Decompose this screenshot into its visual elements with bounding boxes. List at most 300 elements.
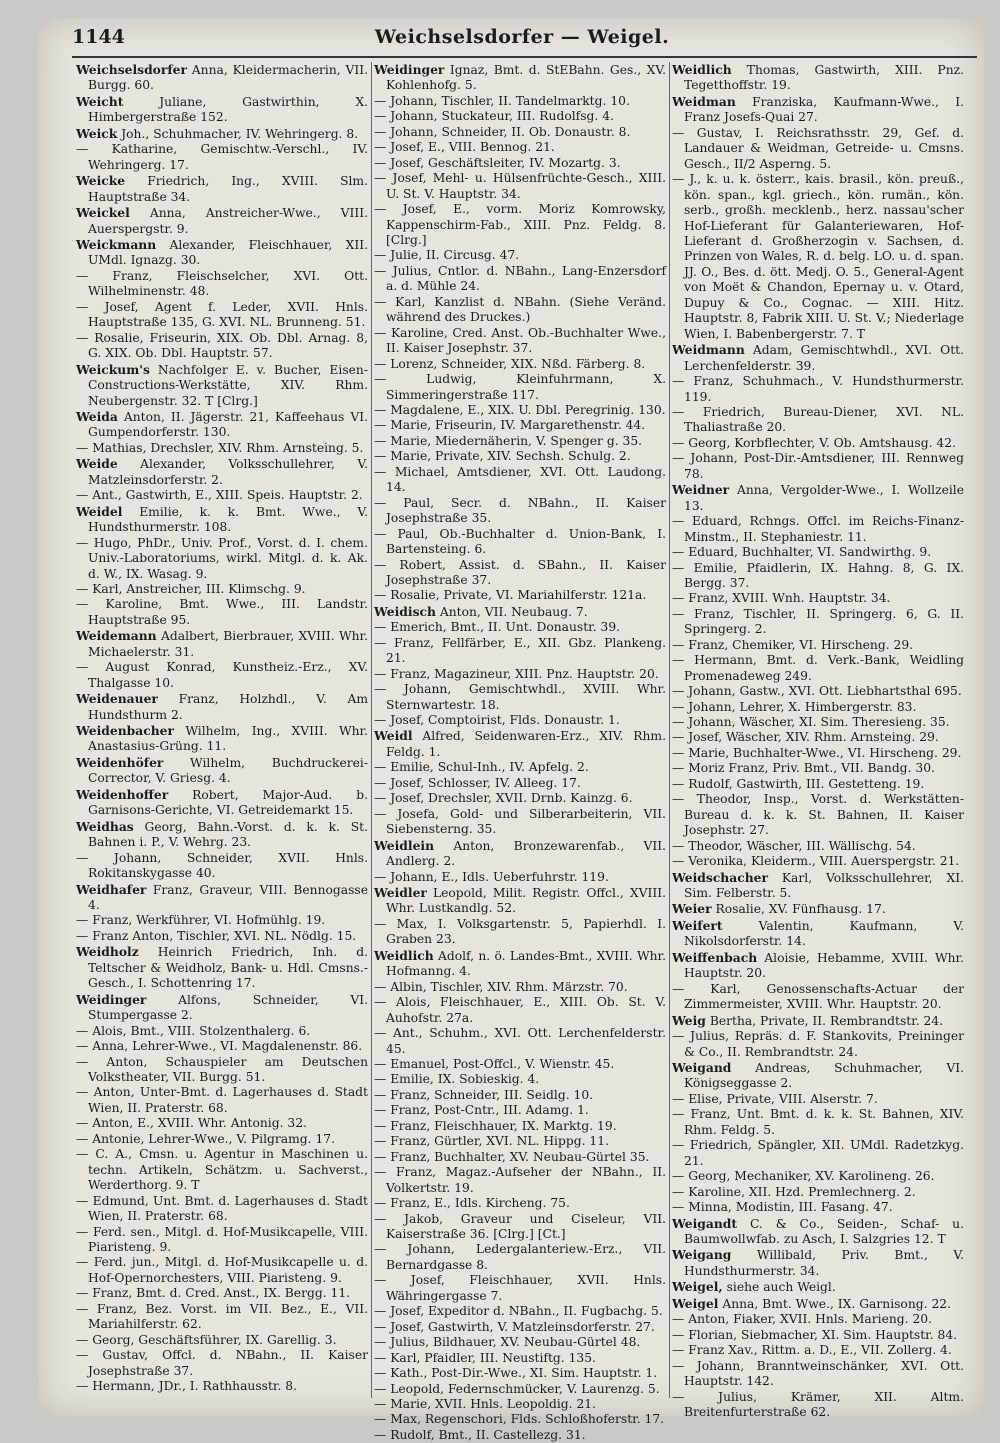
directory-entry bbox=[374, 1304, 666, 1319]
directory-entry bbox=[76, 992, 368, 1024]
entry-details: — Josef, Geschäftsleiter, IV. Mozartg. 3. bbox=[374, 155, 621, 170]
directory-entry bbox=[672, 1312, 964, 1327]
header-rule bbox=[72, 56, 977, 58]
entry-details: — Franz, Tischler, II. Springerg. 6, G. II. Springerg. 2. bbox=[672, 606, 964, 637]
entry-details: Thomas, Gastwirth, XIII. Pnz. Tegetthoffstr. 19. bbox=[684, 63, 964, 93]
entry-surname: Weidler bbox=[374, 885, 427, 901]
entry-details: — Franz Anton, Tischler, XVI. NL. Nödlg. 15. bbox=[76, 928, 357, 943]
entry-details: — Franz, Fellfärber, E., XII. Gbz. Plankeng. 21. bbox=[374, 635, 666, 666]
entry-details: — Minna, Modistin, III. Fasang. 47. bbox=[672, 1200, 893, 1215]
entry-details: Joh., Schuhmacher, IV. Wehringerg. 8. bbox=[117, 126, 359, 141]
entry-details: Georg, Bahn.-Vorst. d. k. k. St. Bahnen i. P., V. Wehrg. 23. bbox=[88, 819, 368, 850]
directory-entry bbox=[76, 536, 368, 582]
directory-entry bbox=[76, 1348, 368, 1379]
entry-surname: Weidemann bbox=[76, 628, 157, 644]
directory-entry bbox=[374, 418, 666, 433]
directory-entry bbox=[76, 1039, 368, 1054]
entry-details: — Ferd. jun., Mitgl. d. Hof-Musikcapelle u. d. Hof-Opernorchesters, VIII. Piaristeng. 9. bbox=[76, 1255, 368, 1285]
entry-details: — Karl, Pfaidler, III. Neustiftg. 135. bbox=[374, 1350, 596, 1365]
directory-entry bbox=[374, 109, 666, 124]
directory-entry bbox=[76, 205, 368, 237]
entry-surname: Weicht bbox=[76, 93, 124, 109]
entry-surname: Weidenhöfer bbox=[76, 754, 164, 770]
directory-entry bbox=[672, 684, 964, 699]
directory-entry bbox=[672, 591, 964, 606]
entry-details: — Karl, Anstreicher, III. Klimschg. 9. bbox=[76, 581, 306, 596]
directory-entry bbox=[374, 62, 666, 94]
entry-details: — Friedrich, Bureau-Diener, XVI. NL. Thaliastraße 20. bbox=[672, 404, 964, 435]
directory-entry bbox=[374, 667, 666, 682]
directory-entry bbox=[374, 357, 666, 372]
entry-details: — Franz, Buchhalter, XV. Neubau-Gürtel 35. bbox=[374, 1149, 650, 1164]
directory-entry bbox=[672, 982, 964, 1013]
directory-entry bbox=[672, 1107, 964, 1138]
directory-entry bbox=[374, 1212, 666, 1243]
entry-details: Willibald, Priv. Bmt., V. Hundsthurmerstr. 34. bbox=[684, 1248, 964, 1278]
directory-entry bbox=[672, 1296, 964, 1312]
directory-entry bbox=[76, 851, 368, 882]
directory-entry bbox=[672, 482, 964, 514]
entry-details: Anton, Bronzewarenfab., VII. Andlerg. 2. bbox=[386, 838, 666, 869]
entry-details: Adalbert, Bierbrauer, XVIII. Whr. Michaelerstr. 31. bbox=[88, 629, 368, 659]
entry-details: — Franz, XVIII. Wnh. Hauptstr. 34. bbox=[672, 591, 891, 606]
entry-surname: Weidisch bbox=[374, 603, 436, 619]
entry-details: Friedrich, Ing., XVIII. Slm. Hauptstraße 34. bbox=[88, 174, 368, 204]
entry-details: — Julius, Krämer, XII. Altm. Breitenfurterstraße 62. bbox=[672, 1389, 964, 1419]
directory-entry bbox=[374, 1412, 666, 1427]
entry-surname: Weickel bbox=[76, 205, 130, 221]
entry-details: — Franz, Unt. Bmt. d. k. k. St. Bahnen, XIV. Rhm. Feldg. 5. bbox=[672, 1107, 964, 1137]
entry-details: — Karl, Genossenschafts-Actuar der Zimmermeister, XVIII. Whr. Hauptstr. 20. bbox=[672, 981, 964, 1012]
column-divider bbox=[669, 62, 670, 1398]
directory-entry bbox=[672, 638, 964, 653]
directory-entry bbox=[374, 434, 666, 449]
entry-details: — Johann, Wäscher, XI. Sim. Theresieng. 35. bbox=[672, 715, 950, 730]
directory-entry bbox=[76, 1132, 368, 1147]
entry-details: — Anton, Unter-Bmt. d. Lagerhauses d. Stadt Wien, II. Praterstr. 68. bbox=[76, 1085, 368, 1115]
entry-details: Nachfolger E. v. Bucher, Eisen-Constructions-Werkstätte, XIV. Rhm. Neubergenstr. 32. T [Clrg.] bbox=[88, 362, 368, 408]
directory-entry bbox=[76, 929, 368, 944]
directory-entry bbox=[76, 628, 368, 660]
entry-surname: Weig bbox=[672, 1012, 706, 1028]
directory-entry bbox=[374, 558, 666, 589]
directory-entry bbox=[374, 995, 666, 1026]
directory-entry bbox=[76, 882, 368, 914]
entry-details: — Josef, Agent f. Leder, XVII. Hnls. Hauptstraße 135, G. XVI. NL. Brunneng. 51. bbox=[76, 299, 368, 330]
directory-entry bbox=[76, 173, 368, 205]
entry-details: — Gustav, I. Reichsrathsstr. 29, Gef. d. Landauer & Weidman, Getreide- u. Cmsns. Gesch., II/2 Asperng. 5. bbox=[672, 125, 964, 171]
directory-entry bbox=[76, 597, 368, 628]
entry-details: — Johann, Ledergalanteriew.-Erz., VII. Bernardgasse 8. bbox=[374, 1242, 666, 1272]
directory-entry bbox=[374, 1103, 666, 1118]
entry-details: Alexander, Volksschullehrer, V. Matzleinsdorferstr. 2. bbox=[88, 457, 368, 487]
directory-entry bbox=[672, 1169, 964, 1184]
directory-entry bbox=[374, 1134, 666, 1149]
entry-details: — Karoline, Cred. Anst. Ob.-Buchhalter Wwe., II. Kaiser Josephstr. 37. bbox=[374, 325, 666, 356]
directory-entry bbox=[672, 545, 964, 560]
entry-surname: Weier bbox=[672, 901, 712, 917]
entry-details: — Josef, Comptoirist, Flds. Donaustr. 1. bbox=[374, 713, 620, 728]
entry-details: Anna, Kleidermacherin, VII. Burgg. 60. bbox=[88, 63, 368, 93]
entry-surname: Weidenauer bbox=[76, 691, 158, 707]
directory-entry bbox=[76, 62, 368, 94]
entry-details: siehe auch Weigl. bbox=[722, 1280, 836, 1295]
directory-entry bbox=[672, 342, 964, 374]
directory-entry bbox=[374, 870, 666, 885]
entry-details: — Veronika, Kleiderm., VIII. Auerspergstr. 21. bbox=[672, 854, 960, 869]
directory-entry bbox=[672, 405, 964, 436]
directory-entry bbox=[374, 1320, 666, 1335]
directory-entry bbox=[76, 755, 368, 787]
directory-entry bbox=[672, 1185, 964, 1200]
entry-surname: Weidlich bbox=[672, 62, 732, 77]
entry-details: — Emilie, Schul-Inh., IV. Apfelg. 2. bbox=[374, 760, 589, 775]
entry-details: — Josef, Mehl- u. Hülsenfrüchte-Gesch., XIII. U. St. V. Hauptstr. 34. bbox=[374, 171, 666, 201]
directory-entry bbox=[374, 1072, 666, 1087]
entry-details: — Johann, Post-Dir.-Amtsdiener, III. Rennweg 78. bbox=[672, 451, 964, 481]
entry-details: — Eduard, Buchhalter, VI. Sandwirthg. 9. bbox=[672, 545, 932, 560]
entry-details: Franz, Holzhdl., V. Am Hundsthurm 2. bbox=[88, 692, 368, 722]
directory-entry bbox=[672, 1328, 964, 1343]
entry-surname: Weidenbacher bbox=[76, 723, 174, 739]
entry-surname: Weichselsdorfer bbox=[76, 62, 187, 77]
directory-entry bbox=[672, 62, 964, 94]
directory-entry bbox=[76, 504, 368, 536]
entry-details: — Anton, E., XVIII. Whr. Antonig. 32. bbox=[76, 1116, 307, 1131]
entry-details: — Josef, Fleischhauer, XVII. Hnls. Währingergasse 7. bbox=[374, 1273, 666, 1303]
directory-entry bbox=[672, 1247, 964, 1279]
directory-entry bbox=[672, 777, 964, 792]
directory-entry bbox=[374, 264, 666, 295]
entry-details: — Elise, Private, VIII. Alserstr. 7. bbox=[672, 1091, 878, 1106]
directory-entry bbox=[672, 730, 964, 745]
entry-details: — Rosalie, Private, VI. Mariahilferstr. 121a. bbox=[374, 588, 647, 603]
entry-details: — Josefa, Gold- und Silberarbeiterin, VII. Siebensterng. 35. bbox=[374, 806, 666, 837]
directory-entry bbox=[76, 1302, 368, 1333]
directory-entry bbox=[374, 760, 666, 775]
entry-details: — Katharine, Gemischtw.-Verschl., IV. Wehringerg. 17. bbox=[76, 142, 368, 172]
entry-surname: Weigang bbox=[672, 1247, 732, 1263]
directory-entry bbox=[672, 901, 964, 917]
entry-details: — Theodor, Insp., Vorst. d. Werkstätten-Bureau d. k. k. St. Bahnen, II. Kaiser Josephstr. 27. bbox=[672, 792, 964, 838]
directory-entry bbox=[76, 441, 368, 456]
column-right bbox=[672, 62, 964, 1419]
directory-entry bbox=[672, 451, 964, 482]
entry-surname: Weide bbox=[76, 456, 118, 472]
directory-entry bbox=[374, 588, 666, 603]
entry-details: — Franz, Werkführer, VI. Hofmühlg. 19. bbox=[76, 913, 326, 928]
entry-details: — Max, I. Volksgartenstr. 5, Papierhdl. I. Graben 23. bbox=[374, 916, 666, 947]
directory-entry bbox=[374, 948, 666, 980]
entry-details: — Johann, Schneider, XVII. Hnls. Rokitanskygasse 40. bbox=[76, 850, 368, 881]
entry-details: — Theodor, Wäscher, III. Wällischg. 54. bbox=[672, 838, 916, 853]
entry-details: — Franz, Magazineur, XIII. Pnz. Hauptstr. 20. bbox=[374, 666, 659, 681]
entry-details: Alfons, Schneider, VI. Stumpergasse 2. bbox=[88, 992, 368, 1023]
directory-entry bbox=[76, 331, 368, 362]
entry-details: Anna, Anstreicher-Wwe., VIII. Auerspergstr. 9. bbox=[88, 206, 368, 236]
entry-details: — Julius, Cntlor. d. NBahn., Lang-Enzersdorf a. d. Mühle 24. bbox=[374, 263, 666, 294]
directory-entry bbox=[672, 792, 964, 838]
entry-details: Valentin, Kaufmann, V. Nikolsdorferstr. 14. bbox=[684, 918, 964, 949]
directory-entry bbox=[76, 94, 368, 126]
directory-entry bbox=[672, 870, 964, 902]
entry-details: — Georg, Mechaniker, XV. Karolineng. 26. bbox=[672, 1169, 935, 1184]
directory-entry bbox=[76, 1379, 368, 1394]
directory-entry bbox=[76, 1147, 368, 1193]
entry-details: — Rosalie, Friseurin, XIX. Ob. Dbl. Arnag. 8, G. XIX. Ob. Dbl. Hauptstr. 57. bbox=[76, 330, 368, 361]
entry-details: Anton, VII. Neubaug. 7. bbox=[435, 604, 588, 619]
directory-entry bbox=[374, 1242, 666, 1273]
directory-entry bbox=[374, 1165, 666, 1196]
entry-details: — Georg, Geschäftsführer, IX. Garellig. 3. bbox=[76, 1332, 337, 1347]
directory-entry bbox=[374, 1351, 666, 1366]
entry-surname: Weidl bbox=[374, 728, 413, 744]
column-middle bbox=[374, 62, 666, 1442]
entry-surname: Weicke bbox=[76, 173, 126, 189]
entry-details: — Josef, E., VIII. Bennog. 21. bbox=[374, 140, 555, 155]
directory-entry bbox=[374, 156, 666, 171]
directory-entry bbox=[672, 1359, 964, 1390]
entry-details: — Franz Xav., Rittm. a. D., E., VII. Zollerg. 4. bbox=[672, 1343, 952, 1358]
directory-entry bbox=[374, 838, 666, 870]
entry-details: — Johann, Schneider, II. Ob. Donaustr. 8. bbox=[374, 124, 631, 139]
entry-details: — Julie, II. Circusg. 47. bbox=[374, 248, 520, 263]
entry-details: — Johann, Gemischtwhdl., XVIII. Whr. Sternwartestr. 18. bbox=[374, 682, 666, 712]
directory-entry bbox=[76, 237, 368, 269]
entry-details: — J., k. u. k. österr., kais. brasil., kön. preuß., kön. span., kgl. griech., kön. rumän., kön. serb., großh. mecklenb., herz. nassau'scher Hof-Lieferant für Galanteriewaren, Hof-Lieferant d. Großherzogin v. Sachsen, d. Prinzen von Wales, R. d. belg. LO. u. d. span. JJ. O., Bes. d. ött. Medj. O. 5., General-Agent von Moët & Chandon, Epernay u. v. Otard, Dupuy & Co., Cognac. — XIII. Hitz. Hauptstr. 8, Fabrik XIII. U. St. V.; Niederlage Wien, I. Babenbergerstr. 7. T bbox=[672, 172, 964, 341]
entry-details: — Marie, Buchhalter-Wwe., VI. Hirscheng. 29. bbox=[672, 745, 962, 760]
entry-surname: Weickum's bbox=[76, 361, 150, 377]
directory-entry bbox=[374, 1150, 666, 1165]
directory-entry bbox=[672, 1092, 964, 1107]
directory-entry bbox=[374, 449, 666, 464]
entry-details: — Anton, Fiaker, XVII. Hnls. Marieng. 20. bbox=[672, 1312, 933, 1327]
entry-details: — Franz, E., Idls. Kircheng. 75. bbox=[374, 1196, 570, 1211]
entry-details: Adam, Gemischtwhdl., XVI. Ott. Lerchenfelderstr. 39. bbox=[684, 343, 964, 373]
directory-entry bbox=[76, 1225, 368, 1256]
entry-details: — Josef, Wäscher, XIV. Rhm. Arnsteing. 29. bbox=[672, 730, 939, 745]
directory-entry bbox=[374, 980, 666, 995]
entry-details: Bertha, Private, II. Rembrandtstr. 24. bbox=[705, 1013, 944, 1028]
entry-surname: Weigand bbox=[672, 1060, 732, 1075]
directory-entry bbox=[374, 682, 666, 713]
directory-entry bbox=[76, 409, 368, 441]
entry-details: — Johann, Stuckateur, III. Rudolfsg. 4. bbox=[374, 109, 614, 124]
entry-details: Alexander, Fleischhauer, XII. UMdl. Ignazg. 30. bbox=[88, 237, 368, 268]
entry-details: — Franz, Fleischhauer, IX. Marktg. 19. bbox=[374, 1118, 617, 1133]
directory-entry bbox=[374, 713, 666, 728]
directory-entry bbox=[76, 1333, 368, 1348]
directory-entry bbox=[672, 918, 964, 950]
entry-surname: Weidmann bbox=[672, 342, 745, 358]
directory-entry bbox=[672, 746, 964, 761]
running-title: Weichselsdorfer — Weigel. bbox=[374, 26, 670, 48]
entry-details: — Johann, Lehrer, X. Himbergerstr. 83. bbox=[672, 699, 917, 714]
directory-entry bbox=[672, 1390, 964, 1421]
entry-surname: Weick bbox=[76, 125, 118, 141]
entry-details: Robert, Major-Aud. b. Garnisons-Gerichte, VI. Getreidemarkt 15. bbox=[88, 787, 368, 818]
directory-entry bbox=[672, 172, 964, 342]
directory-entry bbox=[374, 1366, 666, 1381]
directory-entry bbox=[374, 885, 666, 917]
entry-details: Emilie, k. k. Bmt. Wwe., V. Hundsthurmerstr. 108. bbox=[88, 504, 368, 535]
directory-entry bbox=[374, 326, 666, 357]
directory-entry bbox=[374, 1196, 666, 1211]
entry-details: — Franz, Post-Cntr., III. Adamg. 1. bbox=[374, 1103, 589, 1118]
entry-surname: Weidholz bbox=[76, 944, 139, 960]
directory-entry bbox=[76, 1255, 368, 1286]
directory-entry bbox=[374, 1088, 666, 1103]
entry-surname: Weidel bbox=[76, 503, 123, 519]
directory-entry bbox=[672, 436, 964, 451]
column-divider bbox=[371, 62, 372, 1398]
entry-details: — Marie, Miedernäherin, V. Spenger g. 35. bbox=[374, 433, 643, 448]
directory-entry bbox=[374, 295, 666, 326]
directory-entry bbox=[672, 950, 964, 982]
entry-details: — Johann, Tischler, II. Tandelmarktg. 10. bbox=[374, 93, 630, 108]
entry-details: — Julius, Repräs. d. F. Stankovits, Preininger & Co., II. Rembrandtstr. 24. bbox=[672, 1029, 964, 1059]
entry-surname: Weigandt bbox=[672, 1215, 738, 1231]
entry-details: — Franz, Schuhmach., V. Hundsthurmerstr. 119. bbox=[672, 374, 964, 404]
directory-entry bbox=[374, 527, 666, 558]
directory-entry bbox=[76, 660, 368, 691]
entry-details: — Alois, Fleischhauer, E., XIII. Ob. St. V. Auhofstr. 27a. bbox=[374, 995, 666, 1025]
entry-details: Wilhelm, Ing., XVIII. Whr. Anastasius-Grüng. 11. bbox=[88, 724, 368, 754]
directory-entry bbox=[672, 94, 964, 126]
entry-details: — Emerich, Bmt., II. Unt. Donaustr. 39. bbox=[374, 620, 621, 635]
directory-entry bbox=[76, 723, 368, 755]
entry-details: — Emanuel, Post-Offcl., V. Wienstr. 45. bbox=[374, 1057, 615, 1071]
entry-details: Franziska, Kaufmann-Wwe., I. Franz Josefs-Quai 27. bbox=[684, 94, 964, 125]
entry-details: — Emilie, Pfaidlerin, IX. Hahng. 8, G. IX. Bergg. 37. bbox=[672, 560, 964, 590]
entry-surname: Weidschacher bbox=[672, 869, 768, 885]
entry-surname: Weidner bbox=[672, 482, 730, 498]
directory-entry bbox=[374, 620, 666, 635]
directory-entry bbox=[374, 465, 666, 496]
entry-details: — Marie, XVII. Hnls. Leopoldig. 21. bbox=[374, 1396, 597, 1411]
directory-entry bbox=[374, 807, 666, 838]
entry-details: — Edmund, Unt. Bmt. d. Lagerhauses d. Stadt Wien, II. Praterstr. 68. bbox=[76, 1193, 368, 1224]
entry-details: — Karoline, XII. Hzd. Premlechnerg. 2. bbox=[672, 1184, 916, 1199]
entry-details: — Jakob, Graveur und Ciseleur, VII. Kaiserstraße 36. [Clrg.] [Ct.] bbox=[374, 1211, 666, 1241]
directory-entry bbox=[374, 728, 666, 760]
entry-details: — Eduard, Rchngs. Offcl. im Reichs-Finanz-Minstm., II. Stephaniestr. 11. bbox=[672, 514, 964, 544]
directory-entry bbox=[672, 126, 964, 172]
entry-details: Aloisie, Hebamme, XVIII. Whr. Hauptstr. 20. bbox=[684, 950, 964, 981]
entry-details: — Ant., Schuhm., XVI. Ott. Lerchenfelderstr. 45. bbox=[374, 1026, 666, 1056]
directory-entry bbox=[374, 94, 666, 109]
entry-details: — Hermann, Bmt. d. Verk.-Bank, Weidling Promenadeweg 249. bbox=[672, 653, 964, 683]
entry-details: — Paul, Ob.-Buchhalter d. Union-Bank, I. Bartensteing. 6. bbox=[374, 526, 666, 557]
entry-details: — Alois, Bmt., VIII. Stolzenthalerg. 6. bbox=[76, 1023, 311, 1038]
entry-details: Leopold, Milit. Registr. Offcl., XVIII. Whr. Lustkandlg. 52. bbox=[386, 886, 666, 916]
directory-entry bbox=[374, 917, 666, 948]
directory-entry bbox=[374, 604, 666, 620]
entry-details: — Emilie, IX. Sobieskig. 4. bbox=[374, 1072, 540, 1087]
directory-entry bbox=[672, 1013, 964, 1029]
entry-details: — Michael, Amtsdiener, XVI. Ott. Laudong. 14. bbox=[374, 464, 666, 495]
entry-surname: Weidhafer bbox=[76, 881, 147, 897]
directory-entry bbox=[374, 776, 666, 791]
directory-entry bbox=[76, 300, 368, 331]
directory-entry bbox=[76, 1085, 368, 1116]
directory-entry bbox=[672, 1216, 964, 1248]
directory-entry bbox=[374, 125, 666, 140]
directory-entry bbox=[76, 819, 368, 851]
directory-entry bbox=[374, 403, 666, 418]
directory-entry bbox=[76, 913, 368, 928]
entry-details: Anton, II. Jägerstr. 21, Kaffeehaus VI. Gumpendorferstr. 130. bbox=[88, 409, 368, 440]
directory-entry bbox=[374, 1119, 666, 1134]
entry-details: — Hugo, PhDr., Univ. Prof., Vorst. d. I. chem. Univ.-Laboratoriums, wirkl. Mitgl. d. k. Ak. d. W., IX. Wasag. 9. bbox=[76, 535, 368, 581]
directory-entry bbox=[374, 171, 666, 202]
entry-details: — Franz, Magaz.-Aufseher der NBahn., II. Volkertstr. 19. bbox=[374, 1165, 666, 1195]
entry-details: — Gustav, Offcl. d. NBahn., II. Kaiser Josephstraße 37. bbox=[76, 1348, 368, 1378]
entry-details: Wilhelm, Buchdruckerei-Corrector, V. Griesg. 4. bbox=[88, 755, 368, 786]
directory-entry bbox=[672, 1029, 964, 1060]
entry-details: — Franz, Bez. Vorst. im VII. Bez., E., VII. Mariahilferstr. 62. bbox=[76, 1301, 368, 1332]
directory-entry bbox=[672, 1343, 964, 1358]
directory-entry bbox=[374, 791, 666, 806]
directory-entry bbox=[76, 1194, 368, 1225]
directory-entry bbox=[374, 1026, 666, 1057]
entry-details: — Ferd. sen., Mitgl. d. Hof-Musikcapelle, VIII. Piaristeng. 9. bbox=[76, 1224, 368, 1254]
entry-details: — Moriz Franz, Priv. Bmt., VII. Bandg. 30. bbox=[672, 761, 935, 776]
directory-entry bbox=[76, 787, 368, 819]
entry-details: Juliane, Gastwirthin, X. Himbergerstraße 152. bbox=[88, 94, 368, 125]
entry-details: — Franz, Bmt. d. Cred. Anst., IX. Bergg. 11. bbox=[76, 1286, 351, 1301]
entry-details: — Ant., Gastwirth, E., XIII. Speis. Hauptstr. 2. bbox=[76, 488, 363, 503]
entry-surname: Weidinger bbox=[76, 991, 147, 1007]
entry-surname: Weida bbox=[76, 408, 118, 424]
entry-surname: Weigel bbox=[672, 1295, 719, 1311]
entry-details: — Florian, Siebmacher, XI. Sim. Hauptstr. 84. bbox=[672, 1327, 958, 1342]
entry-details: — Rudolf, Bmt., II. Castellezg. 31. bbox=[374, 1427, 586, 1442]
entry-surname: Weifert bbox=[672, 917, 723, 933]
entry-details: — Paul, Secr. d. NBahn., II. Kaiser Josephstraße 35. bbox=[374, 495, 666, 526]
directory-entry bbox=[672, 761, 964, 776]
directory-entry bbox=[672, 514, 964, 545]
directory-entry bbox=[76, 944, 368, 991]
directory-entry bbox=[672, 1138, 964, 1169]
directory-page bbox=[38, 18, 984, 1442]
entry-details: — Marie, Private, XIV. Sechsh. Schulg. 2. bbox=[374, 449, 631, 464]
entry-details: — Georg, Korbflechter, V. Ob. Amtshausg. 42. bbox=[672, 435, 956, 450]
directory-entry bbox=[374, 1273, 666, 1304]
directory-entry bbox=[76, 582, 368, 597]
entry-details: — C. A., Cmsn. u. Agentur in Maschinen u. techn. Artikeln, Schätzm. u. Sachverst., Werderthorg. 9. T bbox=[76, 1147, 368, 1193]
directory-entry bbox=[76, 142, 368, 173]
entry-details: Anna, Vergolder-Wwe., I. Wollzeile 13. bbox=[684, 483, 964, 513]
directory-entry bbox=[76, 1116, 368, 1131]
directory-entry bbox=[672, 854, 964, 869]
column-left bbox=[76, 62, 368, 1402]
directory-entry bbox=[672, 715, 964, 730]
directory-entry bbox=[76, 362, 368, 409]
directory-entry bbox=[672, 1200, 964, 1215]
directory-entry bbox=[672, 561, 964, 592]
directory-entry bbox=[374, 1335, 666, 1350]
entry-surname: Weigel, bbox=[672, 1279, 723, 1295]
entry-surname: Weidinger bbox=[374, 62, 445, 77]
entry-details: Rosalie, XV. Fünfhausg. 17. bbox=[711, 902, 886, 917]
entry-surname: Weidhas bbox=[76, 818, 134, 834]
directory-entry bbox=[374, 496, 666, 527]
entry-details: — Anna, Lehrer-Wwe., VI. Magdalenenstr. 86. bbox=[76, 1039, 363, 1054]
entry-details: — Josef, Gastwirth, V. Matzleinsdorferstr. 27. bbox=[374, 1319, 655, 1334]
directory-entry bbox=[374, 1428, 666, 1443]
entry-details: — Josef, Expeditor d. NBahn., II. Fugbachg. 5. bbox=[374, 1304, 663, 1319]
